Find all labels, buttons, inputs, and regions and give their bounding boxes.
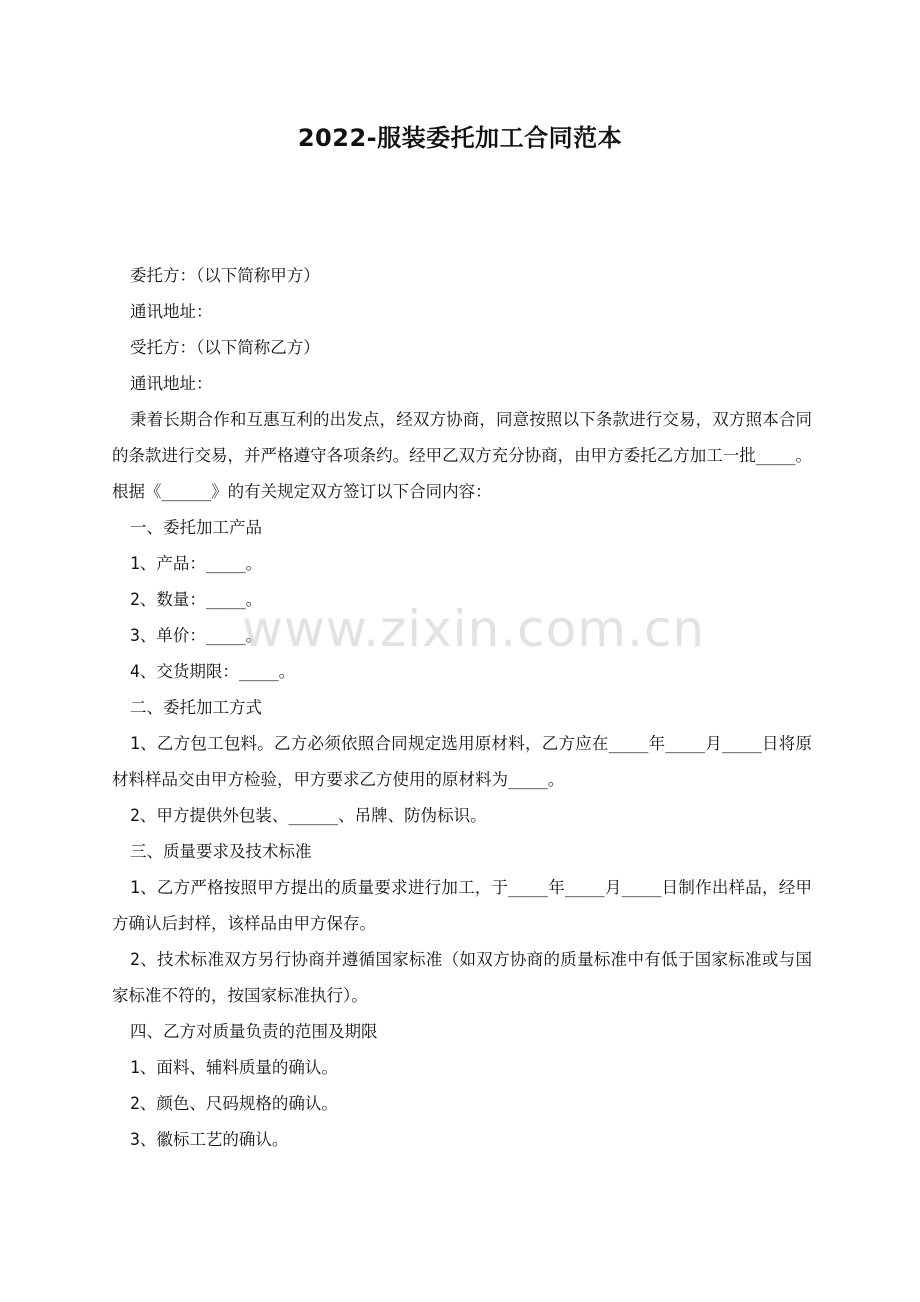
- clause-4-1: 1、面料、辅料质量的确认。: [130, 1058, 338, 1077]
- document-title: 2022-服装委托加工合同范本: [297, 124, 623, 152]
- clause-3-1: 1、乙方严格按照甲方提出的质量要求进行加工，于____年____月____日制作出样品，经甲方确认后封样，该样品由甲方保存。: [112, 878, 812, 933]
- paragraph-principal: 委托方：（以下简称甲方）: [130, 266, 320, 285]
- clause-1-3: 3、单价：____。: [130, 626, 263, 645]
- watermark: www.zixin.com.cn: [242, 600, 706, 658]
- clause-1-4: 4、交货期限：____。: [130, 662, 296, 681]
- paragraph-contractor: 受托方：（以下简称乙方）: [130, 338, 320, 357]
- section-heading-3: 三、质量要求及技术标准: [130, 842, 312, 861]
- clause-4-3: 3、徽标工艺的确认。: [130, 1130, 289, 1149]
- paragraph-preamble: 秉着长期合作和互惠互利的出发点，经双方协商，同意按照以下条款进行交易，双方照本合同的条款进行交易，并严格遵守各项条约。经甲乙双方充分协商，由甲方委托乙方加工一批____。根据《_____》的有关规定双方签订以下合同内容：: [112, 410, 812, 501]
- clause-1-2: 2、数量：____。: [130, 590, 263, 609]
- clause-3-2: 2、技术标准双方另行协商并遵循国家标准（如双方协商的质量标准中有低于国家标准或与国家标准不符的，按国家标准执行）。: [112, 950, 812, 1005]
- clause-2-2: 2、甲方提供外包装、_____、吊牌、防伪标识。: [130, 806, 487, 825]
- clause-4-2: 2、颜色、尺码规格的确认。: [130, 1094, 338, 1113]
- paragraph-principal-address: 通讯地址：: [130, 302, 213, 321]
- paragraph-contractor-address: 通讯地址：: [130, 374, 213, 393]
- clause-2-1: 1、乙方包工包料。乙方必须依照合同规定选用原材料，乙方应在____年____月____日将原材料样品交由甲方检验，甲方要求乙方使用的原材料为____。: [112, 734, 812, 789]
- document-body: [112, 258, 812, 1158]
- section-heading-2: 二、委托加工方式: [130, 698, 262, 717]
- clause-1-1: 1、产品：____。: [130, 554, 263, 573]
- section-heading-1: 一、委托加工产品: [130, 518, 262, 537]
- section-heading-4: 四、乙方对质量负责的范围及期限: [130, 1022, 378, 1041]
